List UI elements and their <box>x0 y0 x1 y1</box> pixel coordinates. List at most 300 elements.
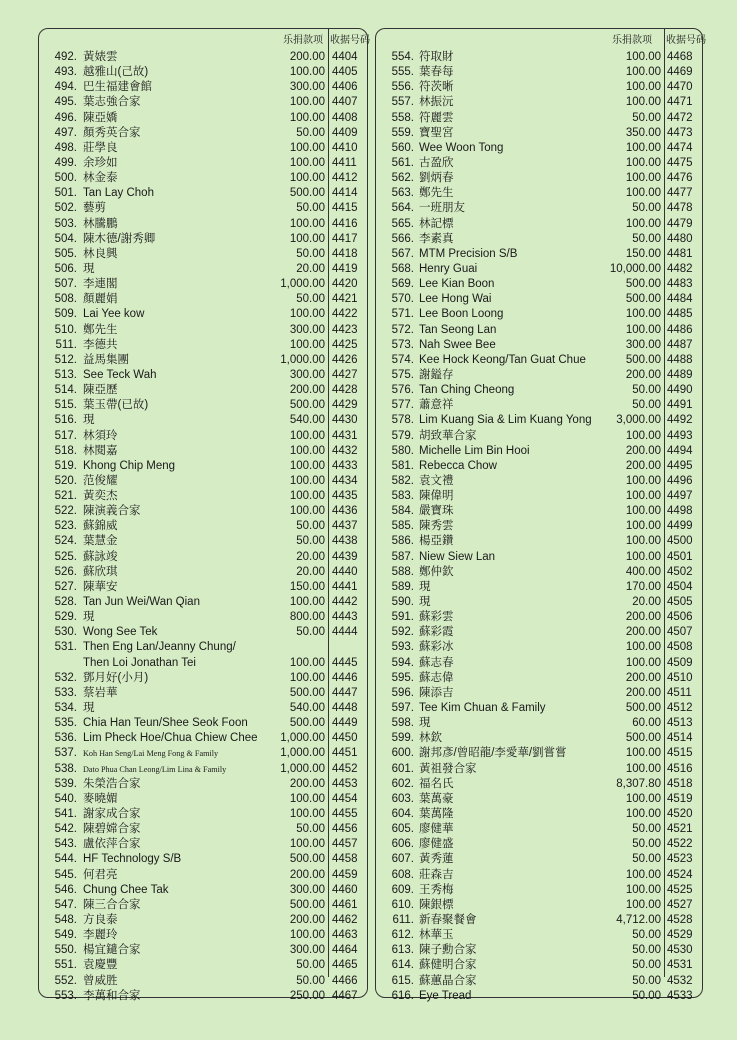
donation-amount: 100.00 <box>625 641 661 654</box>
receipt-number: 4523 <box>667 853 693 866</box>
receipt-number: 4433 <box>332 459 358 472</box>
donor-row <box>376 671 702 686</box>
receipt-number: 4445 <box>332 656 358 669</box>
donor-row <box>376 746 702 761</box>
entry-number: 598. <box>391 717 414 730</box>
donor-name: 寶聖宮 <box>419 126 454 139</box>
donor-name: 楊宜鑓合家 <box>83 944 141 957</box>
donation-amount: 20.00 <box>296 262 325 275</box>
donor-row <box>39 883 367 898</box>
donor-row <box>376 989 702 1004</box>
donation-amount: 200.00 <box>289 51 325 63</box>
donor-name: 鄧月好(小月) <box>83 671 149 684</box>
donation-amount: 150.00 <box>289 580 325 593</box>
donor-name: 葉萬豪 <box>419 792 454 805</box>
donation-amount: 100.00 <box>625 505 661 518</box>
receipt-number: 4515 <box>667 747 693 760</box>
donation-amount: 8,307.80 <box>616 777 661 790</box>
donor-row <box>39 974 367 989</box>
receipt-number: 4406 <box>332 81 358 94</box>
entry-number: 595. <box>391 671 414 684</box>
donation-amount: 100.00 <box>625 172 661 185</box>
entry-number: 564. <box>391 202 414 215</box>
receipt-number: 4499 <box>667 520 693 533</box>
receipt-number: 4457 <box>332 838 358 851</box>
receipt-number: 4490 <box>667 384 693 397</box>
receipt-number: 4462 <box>332 913 358 926</box>
donation-amount: 100.00 <box>289 474 325 487</box>
entry-number: 607. <box>391 853 414 866</box>
donor-row <box>39 640 367 655</box>
receipt-number: 4453 <box>332 777 358 790</box>
entry-number: 613. <box>391 944 414 957</box>
donation-amount: 100.00 <box>625 308 661 321</box>
receipt-number: 4404 <box>332 51 358 63</box>
donor-name: 盧依萍合家 <box>83 838 141 851</box>
donor-row <box>376 852 702 867</box>
donor-row <box>376 338 702 353</box>
donor-name: 林騰鵬 <box>83 217 118 230</box>
receipt-number: 4469 <box>667 66 693 79</box>
entry-number: 499. <box>54 156 77 169</box>
donor-row <box>39 822 367 837</box>
donor-name: Tan Ching Cheong <box>419 384 515 397</box>
receipt-number: 4521 <box>667 823 693 836</box>
donation-amount: 50.00 <box>296 823 325 836</box>
donor-name: Wong See Tek <box>83 626 158 639</box>
donor-row <box>376 534 702 549</box>
donor-name: 劉炳春 <box>419 172 454 185</box>
donor-name: Tee Kim Chuan & Family <box>419 702 546 715</box>
receipt-number: 4514 <box>667 732 693 745</box>
entry-number: 588. <box>391 565 414 578</box>
donor-row <box>376 429 702 444</box>
donor-row <box>376 171 702 186</box>
donation-amount: 100.00 <box>625 883 661 896</box>
donation-amount: 100.00 <box>625 156 661 169</box>
entry-number: 558. <box>391 111 414 124</box>
entry-number: 582. <box>391 474 414 487</box>
donor-name: Michelle Lim Bin Hooi <box>419 444 530 457</box>
receipt-number: 4528 <box>667 913 693 926</box>
receipt-number: 4429 <box>332 399 358 412</box>
donation-amount: 100.00 <box>625 323 661 336</box>
donor-row <box>39 217 367 232</box>
donor-row <box>376 156 702 171</box>
donation-amount: 50.00 <box>632 959 661 972</box>
entry-number: 611. <box>392 913 414 926</box>
donor-row <box>376 686 702 701</box>
donation-amount: 400.00 <box>625 565 661 578</box>
donor-name: 余珍如 <box>83 156 118 169</box>
entry-number: 529. <box>54 611 77 624</box>
receipt-number: 4449 <box>332 717 358 730</box>
donor-row <box>376 368 702 383</box>
receipt-number: 4473 <box>667 126 693 139</box>
entry-number: 548. <box>54 913 77 926</box>
donor-name: 蘇健明合家 <box>419 959 477 972</box>
receipt-number: 4431 <box>332 429 358 442</box>
entry-number: 522. <box>54 505 77 518</box>
donor-row <box>376 201 702 216</box>
receipt-number: 4430 <box>332 414 358 427</box>
donor-row <box>39 580 367 595</box>
donor-name: 蘇志春 <box>419 656 454 669</box>
receipt-number: 4489 <box>667 368 693 381</box>
donation-amount: 3,000.00 <box>616 414 661 427</box>
donor-name: 符麗雲 <box>419 111 454 124</box>
receipt-number: 4504 <box>667 580 693 593</box>
receipt-number: 4508 <box>667 641 693 654</box>
donor-row <box>39 429 367 444</box>
donation-amount: 100.00 <box>625 490 661 503</box>
donation-amount: 1,000.00 <box>280 732 325 745</box>
entry-number: 537. <box>54 747 77 760</box>
donor-name: 顏秀英合家 <box>83 126 141 139</box>
receipt-number: 4426 <box>332 353 358 366</box>
receipt-number: 4465 <box>332 959 358 972</box>
entry-number: 563. <box>391 187 414 200</box>
donor-name: 現 <box>83 262 95 275</box>
donor-name: 李萬和合家 <box>83 989 141 1002</box>
entry-number: 507. <box>54 278 77 291</box>
donor-row <box>376 232 702 247</box>
donor-name: Rebecca Chow <box>419 459 497 472</box>
donation-amount: 500.00 <box>289 399 325 412</box>
receipt-number: 4486 <box>667 323 693 336</box>
donor-name: 胡致華合家 <box>419 429 477 442</box>
receipt-number: 4440 <box>332 565 358 578</box>
donation-amount: 200.00 <box>625 368 661 381</box>
donor-row <box>376 974 702 989</box>
receipt-number: 4477 <box>667 187 693 200</box>
donation-amount: 100.00 <box>625 51 661 63</box>
donation-amount: 50.00 <box>632 232 661 245</box>
entry-number: 540. <box>54 792 77 805</box>
donation-amount: 300.00 <box>289 323 325 336</box>
donation-amount: 100.00 <box>289 308 325 321</box>
donor-row <box>376 762 702 777</box>
donor-name: 符茨晰 <box>419 81 454 94</box>
donor-name: 陳銀標 <box>419 898 454 911</box>
donation-amount: 200.00 <box>289 777 325 790</box>
entry-number: 560. <box>391 141 414 154</box>
donor-name: 現 <box>419 717 431 730</box>
entry-number: 509. <box>54 308 77 321</box>
donor-name: 葉志強合家 <box>83 96 141 109</box>
receipt-number: 4493 <box>667 429 693 442</box>
entry-number: 569. <box>391 278 414 291</box>
entry-number: 576. <box>391 384 414 397</box>
entry-number: 533. <box>54 686 77 699</box>
donor-row <box>39 474 367 489</box>
donor-name: 嚴寶珠 <box>419 505 454 518</box>
receipt-header: 收据号码 <box>330 35 370 46</box>
entry-number: 596. <box>391 686 414 699</box>
entry-number: 565. <box>391 217 414 230</box>
donor-row <box>376 141 702 156</box>
donor-row <box>39 958 367 973</box>
receipt-number: 4466 <box>332 974 358 987</box>
donation-amount: 500.00 <box>289 898 325 911</box>
receipt-number: 4491 <box>667 399 693 412</box>
receipt-number: 4481 <box>667 247 693 260</box>
donor-name: 新春聚餐會 <box>419 913 477 926</box>
entry-number: 517. <box>54 429 77 442</box>
receipt-number: 4520 <box>667 808 693 820</box>
donor-name: 現 <box>83 414 95 427</box>
entry-number: 514. <box>54 384 77 397</box>
entry-number: 542. <box>54 823 77 836</box>
donation-amount: 1,000.00 <box>280 747 325 760</box>
donor-name: 莊森吉 <box>419 868 454 881</box>
entry-number: 556. <box>391 81 414 94</box>
donor-name: 李麗玲 <box>83 929 118 942</box>
donor-row <box>39 323 367 338</box>
donor-name: 蘇彩雲 <box>419 611 454 624</box>
donor-name: Kee Hock Keong/Tan Guat Chue <box>419 353 586 366</box>
donor-name: 顏麗娟 <box>83 293 118 306</box>
entry-number: 568. <box>391 262 414 275</box>
entry-number: 553. <box>54 989 77 1002</box>
donor-name: 現 <box>83 702 95 715</box>
donor-row <box>376 247 702 262</box>
donor-row <box>376 186 702 201</box>
receipt-number: 4525 <box>667 883 693 896</box>
entry-number: 546. <box>54 883 77 896</box>
donation-amount: 50.00 <box>296 959 325 972</box>
donor-row <box>39 595 367 610</box>
donor-row <box>39 731 367 746</box>
entry-number: 512. <box>54 353 77 366</box>
entry-number: 604. <box>391 808 414 820</box>
entry-number: 561. <box>391 156 414 169</box>
donor-row <box>376 519 702 534</box>
donor-row <box>376 459 702 474</box>
receipt-number: 4436 <box>332 505 358 518</box>
receipt-number: 4412 <box>332 172 358 185</box>
donor-row <box>39 852 367 867</box>
donor-row <box>376 883 702 898</box>
donation-amount: 100.00 <box>289 66 325 79</box>
donor-name: Wee Woon Tong <box>419 141 504 154</box>
donation-amount: 500.00 <box>289 717 325 730</box>
receipt-number: 4500 <box>667 535 693 548</box>
donor-name: 謝邦彥/曾昭龍/李愛華/劉嘗嘗 <box>419 747 567 760</box>
entry-number: 612. <box>391 929 414 942</box>
donor-name: 陳亞歷 <box>83 384 118 397</box>
donor-row <box>376 413 702 428</box>
receipt-number: 4438 <box>332 535 358 548</box>
receipt-number: 4475 <box>667 156 693 169</box>
donor-row <box>39 610 367 625</box>
donor-name: Lee Hong Wai <box>419 293 492 306</box>
donation-amount: 20.00 <box>296 550 325 563</box>
donation-amount: 150.00 <box>625 247 661 260</box>
receipt-number: 4506 <box>667 611 693 624</box>
receipt-number: 4459 <box>332 868 358 881</box>
entry-number: 567. <box>391 247 414 260</box>
donor-row <box>39 141 367 156</box>
donation-amount: 100.00 <box>289 172 325 185</box>
receipt-number: 4532 <box>667 974 693 987</box>
entry-number: 593. <box>391 641 414 654</box>
receipt-number: 4425 <box>332 338 358 351</box>
donor-name: 謝家成合家 <box>83 808 141 820</box>
donation-amount: 50.00 <box>632 111 661 124</box>
donation-amount: 100.00 <box>289 929 325 942</box>
donation-amount: 100.00 <box>289 217 325 230</box>
donor-row <box>376 444 702 459</box>
receipt-number: 4448 <box>332 702 358 715</box>
entry-number: 538. <box>54 762 77 775</box>
entry-number: 504. <box>54 232 77 245</box>
entry-number: 573. <box>391 338 414 351</box>
entry-number: 600. <box>391 747 414 760</box>
receipt-number: 4482 <box>667 262 693 275</box>
donation-amount: 50.00 <box>296 520 325 533</box>
donation-amount: 50.00 <box>632 823 661 836</box>
donor-name: 藝剪 <box>83 202 106 215</box>
donation-amount: 500.00 <box>625 293 661 306</box>
donation-amount: 100.00 <box>289 596 325 609</box>
donor-row <box>376 277 702 292</box>
donation-amount: 300.00 <box>289 368 325 381</box>
donor-name: 蘇詠竣 <box>83 550 118 563</box>
entry-number: 535. <box>54 717 77 730</box>
receipt-number: 4456 <box>332 823 358 836</box>
entry-number: 602. <box>391 777 414 790</box>
donor-row <box>376 353 702 368</box>
donation-amount: 100.00 <box>289 338 325 351</box>
donation-amount: 500.00 <box>289 187 325 200</box>
donor-name: Lee Boon Loong <box>419 308 504 321</box>
receipt-number: 4410 <box>332 141 358 154</box>
donor-row <box>376 913 702 928</box>
donation-amount: 200.00 <box>625 444 661 457</box>
entry-number: 605. <box>391 823 414 836</box>
donor-name: 陳木德/謝秀卿 <box>83 232 156 245</box>
donation-amount: 50.00 <box>632 838 661 851</box>
entry-number: 508. <box>54 293 77 306</box>
donation-amount: 100.00 <box>289 429 325 442</box>
receipt-number: 4496 <box>667 474 693 487</box>
receipt-number: 4516 <box>667 762 693 775</box>
receipt-number: 4495 <box>667 459 693 472</box>
donation-amount: 200.00 <box>625 611 661 624</box>
receipt-number: 4411 <box>332 156 357 169</box>
donation-amount: 100.00 <box>289 111 325 124</box>
entry-number: 578. <box>391 414 414 427</box>
donation-amount: 50.00 <box>632 989 661 1002</box>
donation-amount: 100.00 <box>625 187 661 200</box>
donor-name: Chia Han Teun/Shee Seok Foon <box>83 717 248 730</box>
donor-name: 楊亞鑽 <box>419 535 454 548</box>
receipt-number: 4446 <box>332 671 358 684</box>
entry-number: 614. <box>391 959 414 972</box>
donation-amount: 100.00 <box>625 747 661 760</box>
entry-number: 519. <box>54 459 77 472</box>
donation-amount: 500.00 <box>289 686 325 699</box>
receipt-number: 4460 <box>332 883 358 896</box>
donor-name: 林華玉 <box>419 929 454 942</box>
donation-amount: 4,712.00 <box>616 913 661 926</box>
entry-number: 532. <box>54 671 77 684</box>
entry-number: 590. <box>391 596 414 609</box>
entry-number: 493. <box>54 66 77 79</box>
donor-name: Henry Guai <box>419 262 478 275</box>
receipt-number: 4447 <box>332 686 358 699</box>
receipt-number: 4497 <box>667 490 693 503</box>
donor-row <box>376 292 702 307</box>
donor-row <box>376 928 702 943</box>
donor-row <box>376 807 702 822</box>
donation-amount: 350.00 <box>625 126 661 139</box>
receipt-number: 4421 <box>332 293 358 306</box>
receipt-number: 4437 <box>332 520 358 533</box>
donation-amount: 50.00 <box>296 126 325 139</box>
donor-name: 陳秀雲 <box>419 520 454 533</box>
donation-amount: 50.00 <box>296 974 325 987</box>
entry-number: 534. <box>54 702 77 715</box>
donor-row <box>376 565 702 580</box>
entry-number: 584. <box>391 505 414 518</box>
entry-number: 541. <box>54 808 77 820</box>
receipt-number: 4513 <box>667 717 693 730</box>
donor-name: 林振沅 <box>419 96 454 109</box>
receipt-number: 4476 <box>667 172 693 185</box>
entry-number: 559. <box>391 126 414 139</box>
donation-amount: 50.00 <box>296 626 325 639</box>
receipt-number: 4478 <box>667 202 693 215</box>
donation-amount: 100.00 <box>289 671 325 684</box>
donation-amount: 1,000.00 <box>280 278 325 291</box>
donation-amount: 50.00 <box>632 202 661 215</box>
receipt-number: 4474 <box>667 141 693 154</box>
donor-row <box>39 989 367 1004</box>
donor-name: 鄭仲欽 <box>419 565 454 578</box>
entry-number: 496. <box>54 111 77 124</box>
donor-row <box>39 338 367 353</box>
donor-name: 袁慶豐 <box>83 959 118 972</box>
donor-name: Chung Chee Tak <box>83 883 169 896</box>
entry-number: 503. <box>54 217 77 230</box>
donor-row <box>39 156 367 171</box>
receipt-number: 4502 <box>667 565 693 578</box>
donor-name: 鄭先生 <box>419 187 454 200</box>
donor-name: 廖健華 <box>419 823 454 836</box>
receipt-number: 4461 <box>332 898 358 911</box>
donation-amount: 100.00 <box>289 232 325 245</box>
donation-amount: 100.00 <box>289 459 325 472</box>
entry-number: 544. <box>54 853 77 866</box>
donation-amount: 300.00 <box>289 883 325 896</box>
donor-row <box>39 565 367 580</box>
donor-row <box>39 519 367 534</box>
donor-name: Tan Seong Lan <box>419 323 497 336</box>
donation-amount: 170.00 <box>625 580 661 593</box>
entry-number: 516. <box>54 414 77 427</box>
donation-amount: 100.00 <box>625 550 661 563</box>
donor-name: Then Eng Lan/Jeanny Chung/ <box>83 641 236 654</box>
donor-name: 朱榮浩合家 <box>83 777 141 790</box>
donor-name: 陳三合合家 <box>83 898 141 911</box>
donation-amount: 100.00 <box>289 490 325 503</box>
left-donor-panel <box>38 28 370 1002</box>
donation-amount: 200.00 <box>289 384 325 397</box>
donor-name: 李素真 <box>419 232 454 245</box>
entry-number: 524. <box>54 535 77 548</box>
